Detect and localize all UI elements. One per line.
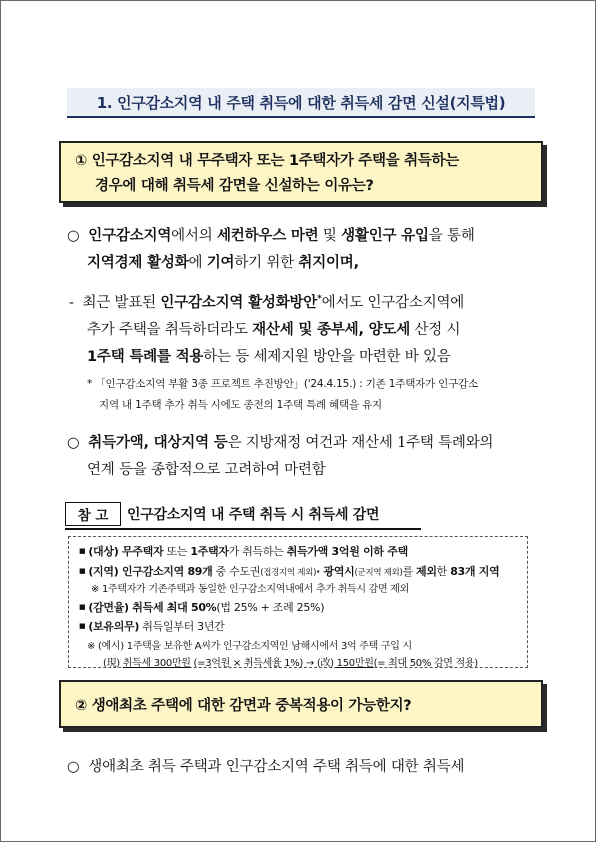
text-bold: (지역) 인구감소지역 89개 xyxy=(88,565,213,578)
text: 에서의 xyxy=(171,228,217,244)
para2-line-1 xyxy=(69,291,464,312)
bullet-circle: ○ xyxy=(67,228,80,244)
text: (= 최대 50% 감면 적용) xyxy=(373,658,478,669)
para2-line-3 xyxy=(87,345,451,366)
text-bold: 취지이며, xyxy=(298,255,359,271)
bullet-dash: - xyxy=(69,295,74,311)
text: (現) xyxy=(103,658,123,669)
reference-item-rate xyxy=(79,599,324,615)
text-bold: (보유의무) xyxy=(88,620,140,633)
text: 한 xyxy=(436,565,451,578)
text-bold: 지역경제 활성화 xyxy=(87,255,189,271)
square-bullet-icon: ■ xyxy=(79,547,86,555)
text-bold: 1주택자 xyxy=(190,545,229,558)
bullet-circle: ○ xyxy=(67,435,80,451)
question-1-line-2: 경우에 대해 취득세 감면을 신설하는 이유는? xyxy=(95,178,374,194)
text: 은 지방재정 여건과 재산세 1주택 특례와의 xyxy=(227,435,494,451)
question-box-1 xyxy=(59,141,543,203)
para4-line-1 xyxy=(67,755,464,776)
text: 최근 발표된 xyxy=(82,295,161,311)
reference-item-target xyxy=(79,543,408,559)
text: 및 xyxy=(318,228,342,244)
text: 산정 시 xyxy=(410,322,461,338)
text-small: (접경지역 제외) xyxy=(260,568,317,578)
text-bold: 기여 xyxy=(206,255,235,271)
text-bold: 83개 지역 xyxy=(450,565,500,578)
text: 에 xyxy=(188,255,207,271)
text: 를 xyxy=(402,565,417,578)
para1-line-1 xyxy=(67,224,475,245)
reference-example-line-1: ※ (예시) 1주택을 보유한 A씨가 인구감소지역인 남해시에서 3억 주택 구입 시 xyxy=(87,641,412,652)
text-bold: · 광역시 xyxy=(316,565,355,578)
text-bold: 제외 xyxy=(416,565,437,578)
text: 추가 주택을 취득하더라도 xyxy=(87,322,253,338)
text: (=3억원 × 취득세율 1%) → (改) xyxy=(190,658,337,669)
text-bold: 1주택 특례를 적용 xyxy=(87,349,204,365)
para3-line-1 xyxy=(67,431,493,452)
text: 중 수도권 xyxy=(212,565,261,578)
text-bold: 생활인구 유입 xyxy=(341,228,429,244)
question-box-2 xyxy=(59,680,543,728)
text: 하기 위한 xyxy=(234,255,299,271)
footnote-line-2: 지역 내 1주택 추가 취득 시에도 종전의 1주택 특례 혜택을 유지 xyxy=(99,399,382,411)
footnote-marker: * xyxy=(317,294,322,305)
reference-example-line-2 xyxy=(103,654,478,669)
reference-title: 인구감소지역 내 주택 취득 시 취득세 감면 xyxy=(127,507,380,523)
reference-region-note: ※ 1주택자가 기존주택과 동일한 인구감소지역내에서 추가 취득시 감면 제외 xyxy=(91,584,409,595)
square-bullet-icon: ■ xyxy=(79,603,86,611)
bullet-circle: ○ xyxy=(67,759,80,775)
text-bold: 인구감소지역 활성화방안 xyxy=(160,295,318,311)
text-underlined: 150만원 xyxy=(336,658,374,669)
reference-item-region xyxy=(79,563,499,579)
text: 또는 xyxy=(163,545,191,558)
reference-header xyxy=(65,500,379,528)
section-title: 1. 인구감소지역 내 주택 취득에 대한 취득세 감면 신설(지특법) xyxy=(67,88,535,118)
para3-line-2: 연계 등을 종합적으로 고려하여 마련함 xyxy=(87,462,326,478)
footnote-line-1: * 「인구감소지역 부활 3종 프로젝트 추진방안」('24.4.15.) : 기존 1주택자가 인구감소 xyxy=(87,378,478,390)
text: 을 통해 xyxy=(428,228,475,244)
text-bold: (감면율) 취득세 최대 50% xyxy=(88,601,217,614)
para2-line-2 xyxy=(87,318,460,339)
square-bullet-icon: ■ xyxy=(79,622,86,630)
text: 가 취득하는 xyxy=(228,545,287,558)
text-bold: 세컨하우스 마련 xyxy=(216,228,319,244)
reference-item-holding xyxy=(79,618,224,634)
text-bold: 인구감소지역 xyxy=(88,228,172,244)
text-underlined: 취득세 300만원 xyxy=(122,658,191,669)
text: 생애최초 취득 주택과 인구감소지역 주택 취득에 대한 취득세 xyxy=(88,759,465,775)
text: 하는 등 세제지원 방안을 마련한 바 있음 xyxy=(203,349,451,365)
reference-underline xyxy=(65,528,421,530)
reference-box xyxy=(68,536,528,668)
text-small: (군지역 제외) xyxy=(354,568,403,578)
reference-tag: 참 고 xyxy=(65,502,121,526)
question-1-line-1: ① 인구감소지역 내 무주택자 또는 1주택자가 주택을 취득하는 xyxy=(75,153,459,169)
question-2-text: ② 생애최초 주택에 대한 감면과 중복적용이 가능한지? xyxy=(75,697,412,714)
text-bold: 재산세 및 종부세, 양도세 xyxy=(252,322,411,338)
text-bold: 취득가액 3억원 이하 주택 xyxy=(286,545,408,558)
text: 에서도 인구감소지역에 xyxy=(321,295,465,311)
text: 취득일부터 3년간 xyxy=(139,620,225,633)
text-bold: 취득가액, 대상지역 등 xyxy=(88,435,228,451)
text-bold: (대상) 무주택자 xyxy=(88,545,164,558)
square-bullet-icon: ■ xyxy=(79,567,86,575)
text: (법 25% + 조례 25%) xyxy=(216,601,325,614)
para1-line-2 xyxy=(87,251,359,272)
